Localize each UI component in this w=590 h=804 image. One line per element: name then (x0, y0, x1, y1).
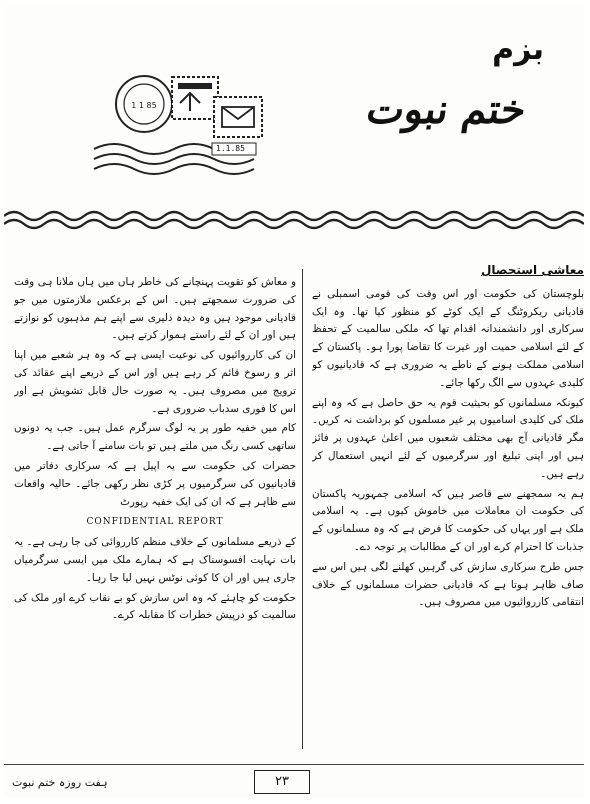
page-number: ٢٣ (254, 770, 310, 794)
paragraph: کام میں خفیہ طور پر یہ لوگ سرگرم عمل ہیں۔ جب یہ دونوں ساتھی کسی رنگ میں ملتے ہیں تو بات سامنے آ جاتی ہے۔ (14, 422, 296, 453)
section-label: بزم (492, 32, 544, 67)
paragraph: ان کی کارروائیوں کی نوعیت ایسی ہے کہ وہ ہر شعبے میں اپنا اثر و رسوخ قائم کر رہے ہیں اور اس کے ذریعے اپنے عقائد کی ترویج میں مصروف ہیں۔ یہ صورت حال قابل تشویش ہے اور اس کا فوری سدباب ضروری ہے۔ (14, 349, 296, 415)
paragraph: حضرات کی حکومت سے یہ اپیل ہے کہ سرکاری دفاتر میں قادیانیوں کی سرگرمیوں پر کڑی نظر رکھی جائے۔ حالیہ واقعات سے ظاہر ہے کہ ان کی ایک خفیہ رپورٹ (14, 459, 296, 508)
column-divider (302, 269, 303, 749)
wave-divider-icon (4, 204, 584, 234)
magazine-title: ختم نبوت (363, 86, 530, 133)
footer-rule (4, 764, 584, 765)
column-heading: معاشی استحصال (480, 263, 584, 277)
postmark-date: 1.1.85 (216, 144, 245, 153)
svg-text:1 1 85: 1 1 85 (131, 101, 157, 110)
publication-name: ہفت روزہ ختم نبوت (12, 776, 108, 789)
magazine-page (4, 4, 584, 798)
paragraph: بلوچستان کی حکومت اور اس وقت کی قومی اسمبلی نے قادیانی ریکروٹنگ کے ایک کوٹے کو منظور کیا تھا۔ وہ ایک سرکاری اور دانشمندانہ اقدام تھا کہ ملکی سالمیت کے تحفظ کے لئے اسلامی حمیت اور غیرت کا تقاضا پورا ہو۔ پاکستان کے اسلامی مملکت ہونے کے ناطے یہ ضروری ہے کہ قادیانیوں کو کلیدی عہدوں سے الگ رکھا جائے۔ (312, 287, 584, 389)
paragraph: حکومت کو چاہئے کہ وہ اس سازش کو بے نقاب کرے اور ملک کی سالمیت کو درپیش خطرات کا مقابلہ کرے۔ (14, 591, 296, 622)
paragraph: و معاش کو تقویت پہنچانے کی خاطر ہاں میں ہاں ملانا ہی وقت کی ضرورت سمجھتے ہیں۔ اس کے برعکس ملازمتوں میں جو قادیانی موجود ہیں وہ دیدہ دلیری سے اپنے ہم مذہبوں کو نوازتے ہیں اور ان کے لئے راستے ہموار کرتے ہیں۔ (14, 276, 296, 342)
paragraph: جس طرح سرکاری سازش کی گرہیں کھلنے لگی ہیں اس سے صاف ظاہر ہوتا ہے کہ قادیانی حضرات مسلمانوں کے خلاف انتقامی کارروائیوں میں مصروف ہیں۔ (312, 560, 584, 609)
right-column (312, 262, 584, 737)
paragraph: ہم یہ سمجھنے سے قاصر ہیں کہ اسلامی جمہوریہ پاکستان کی حکومت ان معاملات میں خاموش کیوں ہے۔ یہ اسلامی ملک ہے اور یہاں کی حکومت کا فرض ہے کہ وہ مسلمانوں کے جذبات کا احترام کرے اور ان کے مطالبات پر توجہ دے۔ (312, 487, 584, 553)
postmark-stamp-icon (74, 59, 274, 199)
paragraph: کے ذریعے مسلمانوں کے خلاف منظم کارروائی کی جا رہی ہے۔ یہ بات نہایت افسوسناک ہے کہ ہمارے ملک میں ایسی سرگرمیاں جاری ہیں اور ان کا کوئی نوٹس نہیں لیا جا رہا۔ (14, 536, 296, 584)
confidential-report-label: CONFIDENTIAL REPORT (86, 517, 224, 528)
left-column (14, 274, 296, 749)
page-header (4, 4, 584, 234)
paragraph: کیونکہ مسلمانوں کو بحیثیت قوم یہ حق حاصل ہے کہ وہ اپنے ملک کی کلیدی اسامیوں پر غیر مسلموں کو برداشت نہ کریں۔ مگر قادیانی آج بھی مختلف شعبوں میں اعلیٰ عہدوں پر فائز ہیں اور اپنی تبلیغ اور سرگرمیوں کے لئے انہیں استعمال کر رہے ہیں۔ (312, 396, 584, 480)
